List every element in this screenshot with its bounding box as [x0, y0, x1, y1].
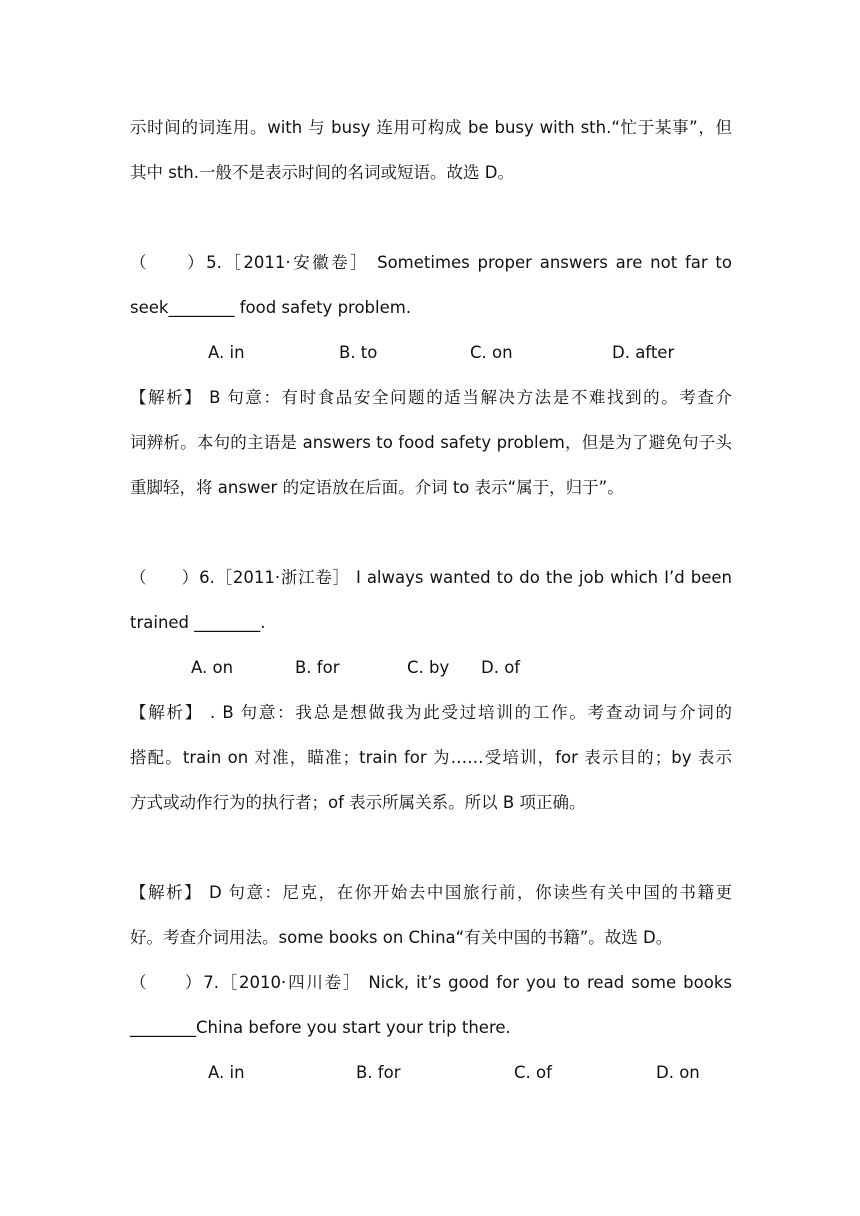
- question-7-options: [208, 1058, 708, 1088]
- explanation-line: 示时间的词连用。with 与 busy 连用可构成 be busy with sth.“忙于某事”，但: [130, 118, 732, 137]
- question-7-stem-continued: ________China before you start your trip there.: [130, 1018, 511, 1037]
- question-6-stem-continued: trained ________.: [130, 613, 266, 632]
- option-d: D. of: [481, 658, 521, 677]
- option-b: B. to: [339, 343, 378, 362]
- option-a: A. in: [208, 1063, 245, 1082]
- question-5-options: [208, 338, 708, 368]
- option-b: B. for: [295, 658, 340, 677]
- option-a: A. on: [191, 658, 234, 677]
- question-5-explanation: 【解析】 B 句意：有时食品安全问题的适当解决方法是不难找到的。考查介: [130, 388, 732, 407]
- option-b: B. for: [356, 1063, 401, 1082]
- option-d: D. after: [612, 343, 675, 362]
- option-c: C. by: [407, 658, 450, 677]
- question-6-explanation: 【解析】 . B 句意：我总是想做我为此受过培训的工作。考查动词与介词的: [130, 703, 732, 722]
- option-a: A. in: [208, 343, 245, 362]
- explanation-line: 其中 sth.一般不是表示时间的名词或短语。故选 D。: [130, 163, 514, 182]
- question-7-explanation: 好。考查介词用法。some books on China“有关中国的书籍”。故选 D。: [130, 928, 673, 947]
- question-7-explanation: 【解析】 D 句意：尼克，在你开始去中国旅行前，你读些有关中国的书籍更: [130, 883, 732, 902]
- question-7-stem: （ ）7.［2010·四川卷］ Nick, it’s good for you to read some books: [130, 973, 732, 992]
- question-6-stem: （ ）6.［2011·浙江卷］ I always wanted to do the job which I’d been: [130, 568, 732, 587]
- question-6-options: [191, 653, 591, 683]
- question-6-explanation: 搭配。train on 对准，瞄准；train for 为……受培训，for 表示目的；by 表示: [130, 748, 732, 767]
- question-6-explanation: 方式或动作行为的执行者；of 表示所属关系。所以 B 项正确。: [130, 793, 586, 812]
- option-c: C. of: [514, 1063, 552, 1082]
- question-5-explanation: 重脚轻，将 answer 的定语放在后面。介词 to 表示“属于，归于”。: [130, 478, 624, 497]
- question-5-stem: （ ）5.［2011·安徽卷］ Sometimes proper answers are not far to: [130, 253, 732, 272]
- question-5-explanation: 词辨析。本句的主语是 answers to food safety problem，但是为了避免句子头: [130, 433, 732, 452]
- option-d: D. on: [656, 1063, 700, 1082]
- question-5-stem-continued: seek________ food safety problem.: [130, 298, 412, 317]
- option-c: C. on: [470, 343, 513, 362]
